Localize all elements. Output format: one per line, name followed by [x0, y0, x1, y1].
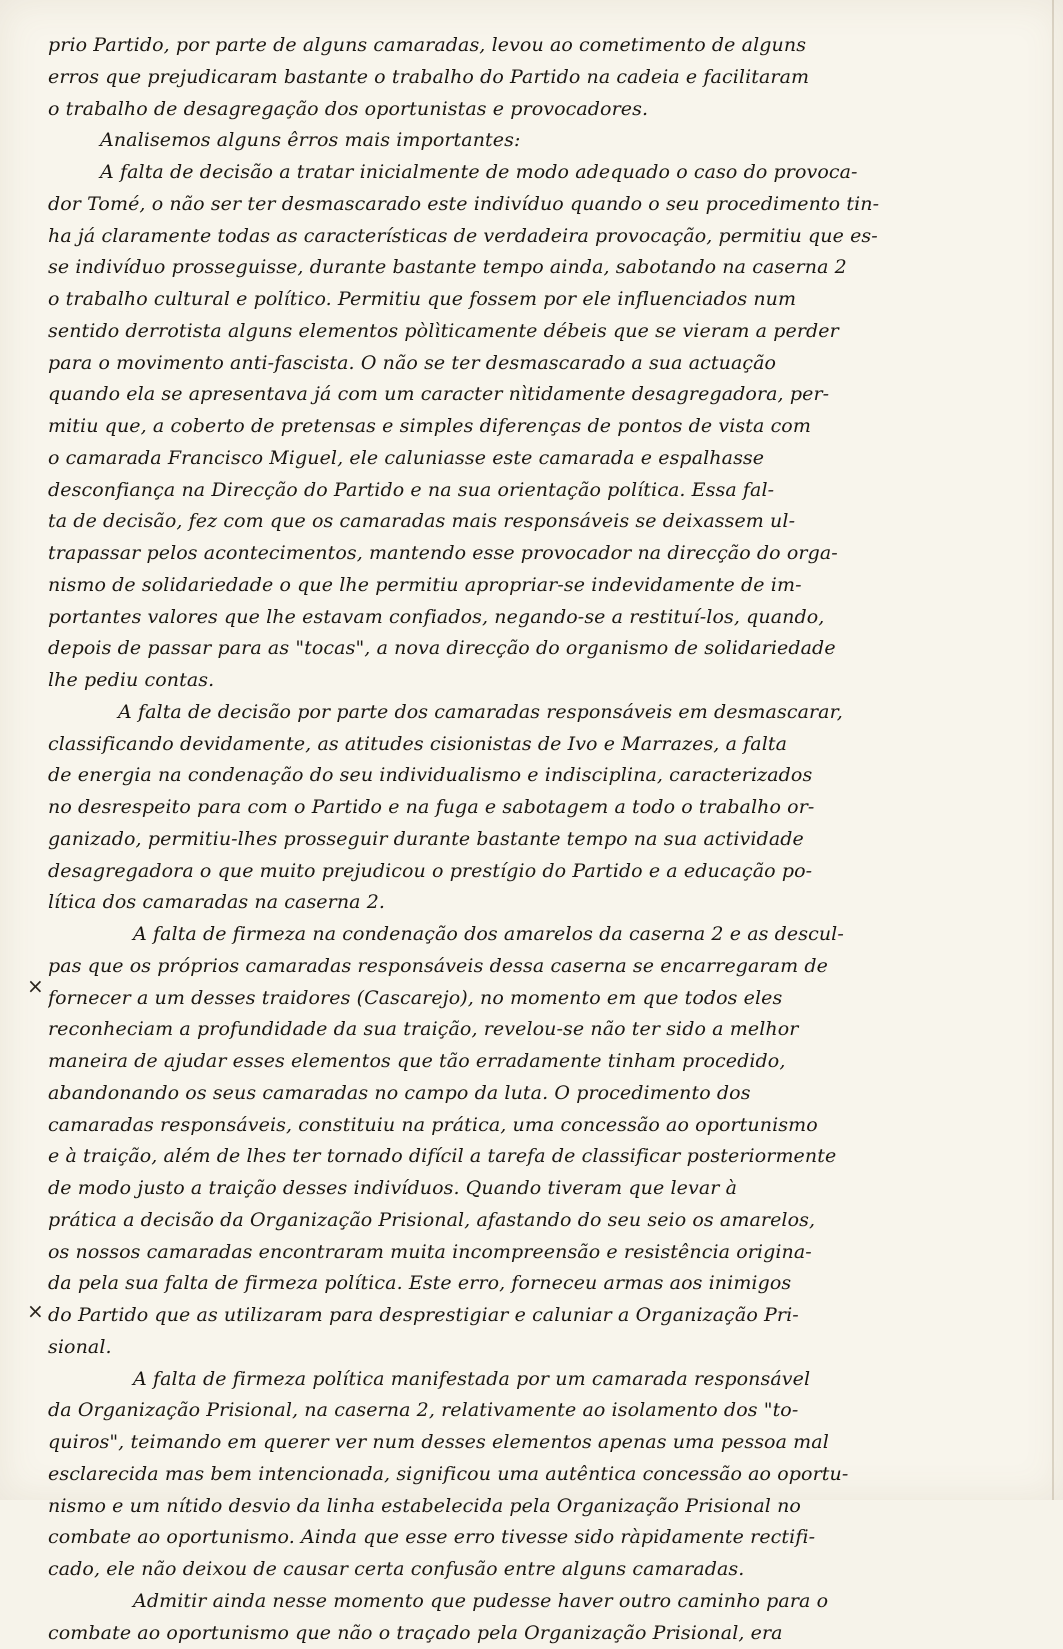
- text-line: Admitir ainda nesse momento que pudesse haver outro caminho para o: [48, 1586, 1033, 1618]
- text-line: quiros", teimando em querer ver num desses elementos apenas uma pessoa mal: [48, 1427, 1033, 1459]
- text-line: sentido derrotista alguns elementos pòlìticamente débeis que se vieram a perder: [48, 316, 1033, 348]
- text-line: lhe pediu contas.: [48, 665, 1033, 697]
- text-line: ta de decisão, fez com que os camaradas mais responsáveis se deixassem ul-: [48, 506, 1033, 538]
- text-line: esclarecida mas bem intencionada, significou uma autêntica concessão ao oportu-: [48, 1459, 1033, 1491]
- text-line: reconheciam a profundidade da sua traição, revelou-se não ter sido a melhor: [48, 1014, 1033, 1046]
- text-line: prática a decisão da Organização Prisional, afastando do seu seio os amarelos,: [48, 1205, 1033, 1237]
- text-line: para o movimento anti-fascista. O não se ter desmascarado a sua actuação: [48, 348, 1033, 380]
- text-line: A falta de decisão a tratar inicialmente de modo adequado o caso do provoca-: [48, 157, 1033, 189]
- text-line: mitiu que, a coberto de pretensas e simples diferenças de pontos de vista com: [48, 411, 1033, 443]
- text-line: se indivíduo prosseguisse, durante bastante tempo ainda, sabotando na caserna 2: [48, 252, 1033, 284]
- text-line: camaradas responsáveis, constituiu na prática, uma concessão ao oportunismo: [48, 1110, 1033, 1142]
- text-line: Analisemos alguns êrros mais importantes:: [48, 125, 1033, 157]
- text-line: o trabalho de desagregação dos oportunistas e provocadores.: [48, 94, 1033, 126]
- margin-cross-mark: ×: [27, 974, 44, 998]
- margin-cross-mark: ×: [27, 1299, 44, 1323]
- text-line: dor Tomé, o não ser ter desmascarado este indivíduo quando o seu procedimento tin-: [48, 189, 1033, 221]
- text-line: desagregadora o que muito prejudicou o prestígio do Partido e a educação po-: [48, 856, 1033, 888]
- text-line: A falta de decisão por parte dos camaradas responsáveis em desmascarar,: [48, 697, 1033, 729]
- text-line: quando ela se apresentava já com um caracter nìtidamente desagregadora, per-: [48, 379, 1033, 411]
- text-line: erros que prejudicaram bastante o trabalho do Partido na cadeia e facilitaram: [48, 62, 1033, 94]
- text-line: ha já claramente todas as características de verdadeira provocação, permitiu que es-: [48, 221, 1033, 253]
- text-line: de modo justo a traição desses indivíduos. Quando tiveram que levar à: [48, 1173, 1033, 1205]
- text-line: depois de passar para as "tocas", a nova direcção do organismo de solidariedade: [48, 633, 1033, 665]
- text-line: de energia na condenação do seu individualismo e indisciplina, caracterizados: [48, 760, 1033, 792]
- text-line: prio Partido, por parte de alguns camaradas, levou ao cometimento de alguns: [48, 30, 1033, 62]
- text-line: cado, ele não deixou de causar certa confusão entre alguns camaradas.: [48, 1554, 1033, 1586]
- text-line: maneira de ajudar esses elementos que tão erradamente tinham procedido,: [48, 1046, 1033, 1078]
- page-fold-edge: [1052, 0, 1054, 1500]
- text-line: abandonando os seus camaradas no campo da luta. O procedimento dos: [48, 1078, 1033, 1110]
- text-line: e à traição, além de lhes ter tornado difícil a tarefa de classificar posteriormente: [48, 1141, 1033, 1173]
- text-line: lítica dos camaradas na caserna 2.: [48, 887, 1033, 919]
- text-line: o camarada Francisco Miguel, ele caluniasse este camarada e espalhasse: [48, 443, 1033, 475]
- text-line: do Partido que as utilizaram para desprestigiar e caluniar a Organização Pri-: [48, 1300, 1033, 1332]
- text-line: da Organização Prisional, na caserna 2, relativamente ao isolamento dos "to-: [48, 1395, 1033, 1427]
- text-line: A falta de firmeza na condenação dos amarelos da caserna 2 e as descul-: [48, 919, 1033, 951]
- text-line: A falta de firmeza política manifestada por um camarada responsável: [48, 1364, 1033, 1396]
- text-line: combate ao oportunismo. Ainda que esse erro tivesse sido ràpidamente rectifi-: [48, 1522, 1033, 1554]
- text-line: nismo de solidariedade o que lhe permitiu apropriar-se indevidamente de im-: [48, 570, 1033, 602]
- text-line: pas que os próprios camaradas responsáveis dessa caserna se encarregaram de: [48, 951, 1033, 983]
- text-line: classificando devidamente, as atitudes cisionistas de Ivo e Marrazes, a falta: [48, 729, 1033, 761]
- text-line: no desrespeito para com o Partido e na fuga e sabotagem a todo o trabalho or-: [48, 792, 1033, 824]
- handwritten-text-body: [48, 30, 1033, 1649]
- text-line: os nossos camaradas encontraram muita incompreensão e resistência origina-: [48, 1237, 1033, 1269]
- text-line: ganizado, permitiu-lhes prosseguir durante bastante tempo na sua actividade: [48, 824, 1033, 856]
- text-line: desconfiança na Direcção do Partido e na sua orientação política. Essa fal-: [48, 475, 1033, 507]
- text-line: trapassar pelos acontecimentos, mantendo esse provocador na direcção do orga-: [48, 538, 1033, 570]
- text-line: combate ao oportunismo que não o traçado pela Organização Prisional, era: [48, 1618, 1033, 1649]
- text-line: portantes valores que lhe estavam confiados, negando-se a restituí-los, quando,: [48, 602, 1033, 634]
- text-line: fornecer a um desses traidores (Cascarejo), no momento em que todos eles: [48, 983, 1033, 1015]
- text-line: da pela sua falta de firmeza política. Este erro, forneceu armas aos inimigos: [48, 1268, 1033, 1300]
- text-line: nismo e um nítido desvio da linha estabelecida pela Organização Prisional no: [48, 1491, 1033, 1523]
- text-line: o trabalho cultural e político. Permitiu que fossem por ele influenciados num: [48, 284, 1033, 316]
- text-line: sional.: [48, 1332, 1033, 1364]
